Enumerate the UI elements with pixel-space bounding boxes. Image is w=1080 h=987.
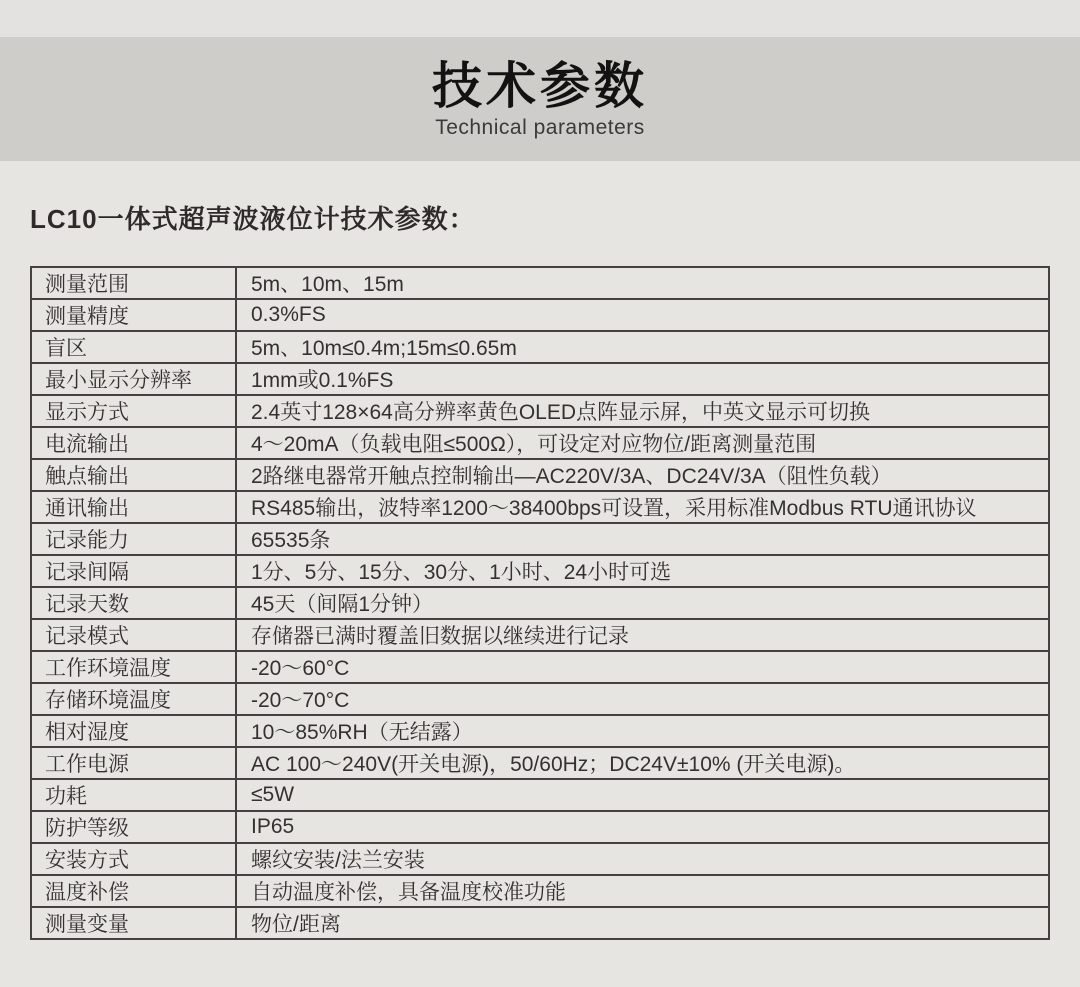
table-row — [31, 683, 1049, 715]
param-label: 存储环境温度 — [31, 683, 236, 715]
param-label: 记录间隔 — [31, 555, 236, 587]
param-value: AC 100～240V(开关电源)，50/60Hz；DC24V±10% (开关电源)。 — [236, 747, 1049, 779]
param-label: 显示方式 — [31, 395, 236, 427]
table-row — [31, 715, 1049, 747]
param-label: 触点输出 — [31, 459, 236, 491]
param-label: 测量变量 — [31, 907, 236, 939]
param-label: 盲区 — [31, 331, 236, 363]
param-label: 工作电源 — [31, 747, 236, 779]
table-row — [31, 427, 1049, 459]
page-title: 技术参数 — [432, 57, 648, 114]
param-value: 5m、10m≤0.4m;15m≤0.65m — [236, 331, 1049, 363]
table-row — [31, 843, 1049, 875]
param-label: 电流输出 — [31, 427, 236, 459]
param-label: 安装方式 — [31, 843, 236, 875]
table-row — [31, 299, 1049, 331]
param-value: IP65 — [236, 811, 1049, 843]
table-row — [31, 619, 1049, 651]
param-label: 记录天数 — [31, 587, 236, 619]
param-label: 防护等级 — [31, 811, 236, 843]
param-value: 2.4英寸128×64高分辨率黄色OLED点阵显示屏，中英文显示可切换 — [236, 395, 1049, 427]
parameters-table-body — [31, 267, 1049, 939]
param-value: 0.3%FS — [236, 299, 1049, 331]
param-value: 45天（间隔1分钟） — [236, 587, 1049, 619]
table-row — [31, 907, 1049, 939]
table-row — [31, 779, 1049, 811]
param-value: 10～85%RH（无结露） — [236, 715, 1049, 747]
param-value: ≤5W — [236, 779, 1049, 811]
param-value: 2路继电器常开触点控制输出—AC220V/3A、DC24V/3A（阻性负载） — [236, 459, 1049, 491]
param-value: RS485输出，波特率1200～38400bps可设置，采用标准Modbus RTU通讯协议 — [236, 491, 1049, 523]
table-row — [31, 651, 1049, 683]
param-label: 通讯输出 — [31, 491, 236, 523]
param-value: 5m、10m、15m — [236, 267, 1049, 299]
table-row — [31, 523, 1049, 555]
table-row — [31, 395, 1049, 427]
param-label: 相对湿度 — [31, 715, 236, 747]
table-row — [31, 747, 1049, 779]
param-value: 物位/距离 — [236, 907, 1049, 939]
param-value: -20～60°C — [236, 651, 1049, 683]
param-label: 测量范围 — [31, 267, 236, 299]
param-value: 65535条 — [236, 523, 1049, 555]
table-row — [31, 459, 1049, 491]
table-row — [31, 267, 1049, 299]
table-row — [31, 363, 1049, 395]
table-row — [31, 587, 1049, 619]
param-label: 记录模式 — [31, 619, 236, 651]
table-row — [31, 555, 1049, 587]
table-row — [31, 491, 1049, 523]
table-row — [31, 811, 1049, 843]
param-label: 最小显示分辨率 — [31, 363, 236, 395]
table-row — [31, 331, 1049, 363]
param-value: 自动温度补偿，具备温度校准功能 — [236, 875, 1049, 907]
param-value: 4～20mA（负载电阻≤500Ω），可设定对应物位/距离测量范围 — [236, 427, 1049, 459]
param-value: -20～70°C — [236, 683, 1049, 715]
section-title: LC10一体式超声波液位计技术参数： — [30, 204, 476, 234]
content-area — [0, 199, 1080, 940]
param-value: 1分、5分、15分、30分、1小时、24小时可选 — [236, 555, 1049, 587]
param-label: 记录能力 — [31, 523, 236, 555]
param-value: 螺纹安装/法兰安装 — [236, 843, 1049, 875]
table-row — [31, 875, 1049, 907]
top-strip — [0, 0, 1080, 37]
param-label: 功耗 — [31, 779, 236, 811]
param-value: 1mm或0.1%FS — [236, 363, 1049, 395]
param-value: 存储器已满时覆盖旧数据以继续进行记录 — [236, 619, 1049, 651]
header-band — [0, 37, 1080, 161]
param-label: 工作环境温度 — [31, 651, 236, 683]
param-label: 温度补偿 — [31, 875, 236, 907]
page-subtitle: Technical parameters — [435, 115, 645, 139]
parameters-table — [30, 266, 1050, 940]
param-label: 测量精度 — [31, 299, 236, 331]
